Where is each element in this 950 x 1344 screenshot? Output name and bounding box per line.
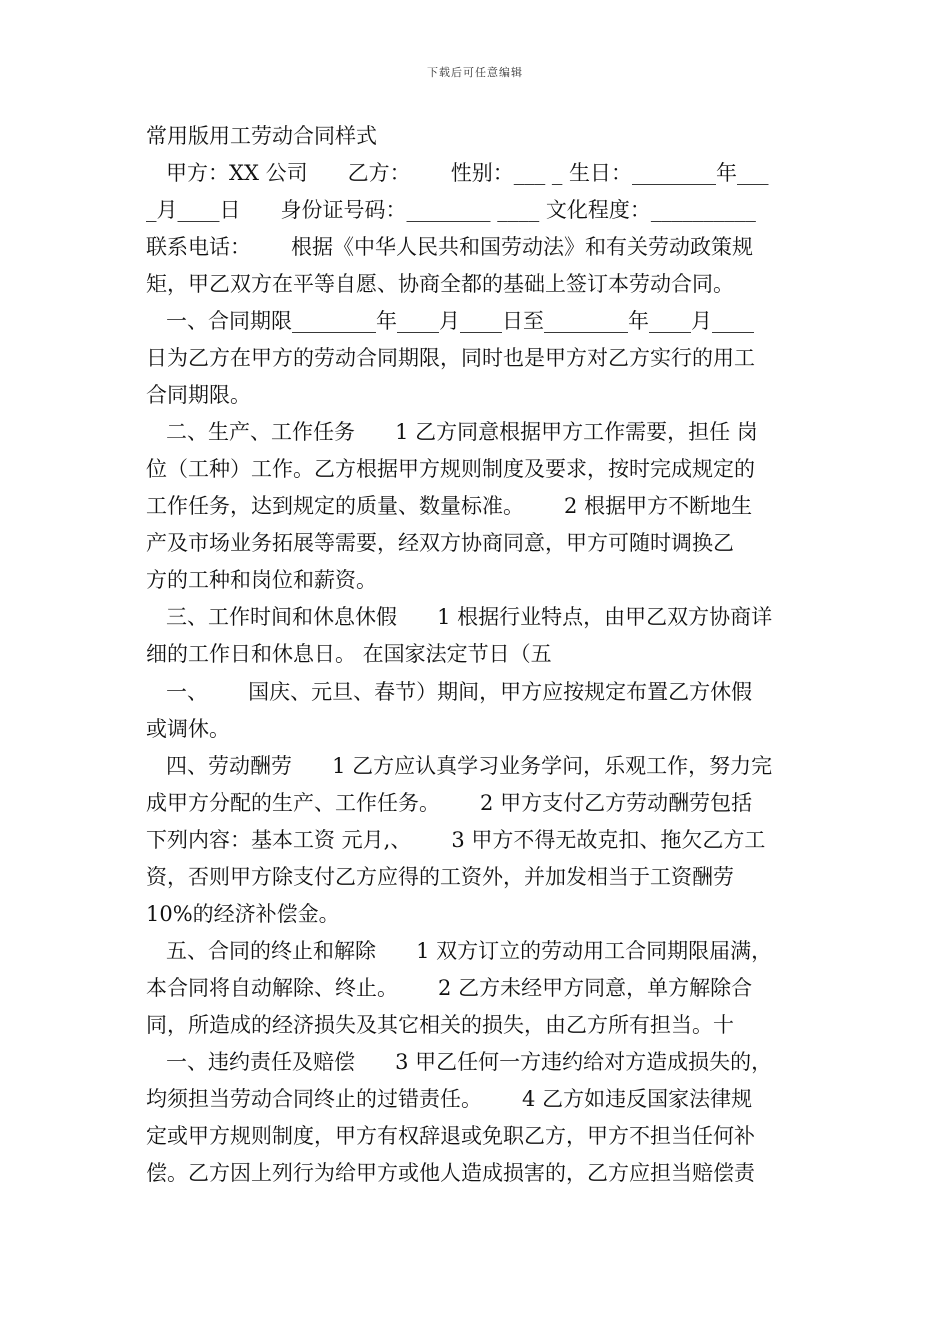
body-line: 定或甲方规则制度，甲方有权辞退或免职乙方，甲方不担当任何补 [146,1124,755,1148]
document-title: 常用版用工劳动合同样式 [146,124,377,148]
body-line: 一、违约责任及赔偿 3 甲乙任何一方违约给对方造成损失的， [146,1050,773,1074]
body-line: 方的工种和岗位和薪资。 [146,568,377,592]
body-line: 细的工作日和休息日。 在国家法定节日（五 [146,642,552,666]
body-line: 成甲方分配的生产、工作任务。 2 甲方支付乙方劳动酬劳包括 [146,791,753,815]
body-line: 产及市场业务拓展等需要，经双方协商同意，甲方可随时调换乙 [146,531,734,555]
body-line: 二、生产、工作任务 1 乙方同意根据甲方工作需要，担任 岗 [146,420,758,444]
body-line: 矩，甲乙双方在平等自愿、协商全都的基础上签订本劳动合同。 [146,272,734,296]
body-line: 甲方：XX 公司 乙方： 性别：___ _ 生日：________年___ [146,161,769,185]
body-line: 四、劳动酬劳 1 乙方应认真学习业务学问，乐观工作，努力完 [146,754,773,778]
body-line: 10%的经济补偿金。 [146,902,340,926]
body-line: 一、 国庆、元旦、春节）期间，甲方应按规定布置乙方休假 [146,680,753,704]
body-line: 均须担当劳动合同终止的过错责任。 4 乙方如违反国家法律规 [146,1087,753,1111]
body-line: 下列内容：基本工资 元月,、 3 甲方不得无故克扣、拖欠乙方工 [146,828,766,852]
page-header-note: 下载后可任意编辑 [427,66,523,79]
body-line: 合同期限。 [146,383,251,407]
body-line: 一、合同期限________年____月____日至________年____月____ [146,309,755,333]
body-line: 三、工作时间和休息休假 1 根据行业特点，由甲乙双方协商详 [146,605,773,629]
body-line: 日为乙方在甲方的劳动合同期限，同时也是甲方对乙方实行的用工 [146,346,755,370]
body-line: 位（工种）工作。乙方根据甲方规则制度及要求，按时完成规定的 [146,457,755,481]
body-line: 偿。乙方因上列行为给甲方或他人造成损害的，乙方应担当赔偿责 [146,1161,755,1185]
body-line: 或调休。 [146,717,230,741]
body-line: 联系电话： 根据《中华人民共和国劳动法》和有关劳动政策规 [146,235,754,259]
body-line: 同，所造成的经济损失及其它相关的损失，由乙方所有担当。十 [146,1013,734,1037]
body-line: 工作任务，达到规定的质量、数量标准。 2 根据甲方不断地生 [146,494,753,518]
body-line: 资，否则甲方除支付乙方应得的工资外，并加发相当于工资酬劳 [146,865,734,889]
body-line: 本合同将自动解除、终止。 2 乙方未经甲方同意，单方解除合 [146,976,753,1000]
body-line: 五、合同的终止和解除 1 双方订立的劳动用工合同期限届满， [146,939,773,963]
body-line: _月____日 身份证号码：________ ____ 文化程度：__________ [146,198,756,222]
